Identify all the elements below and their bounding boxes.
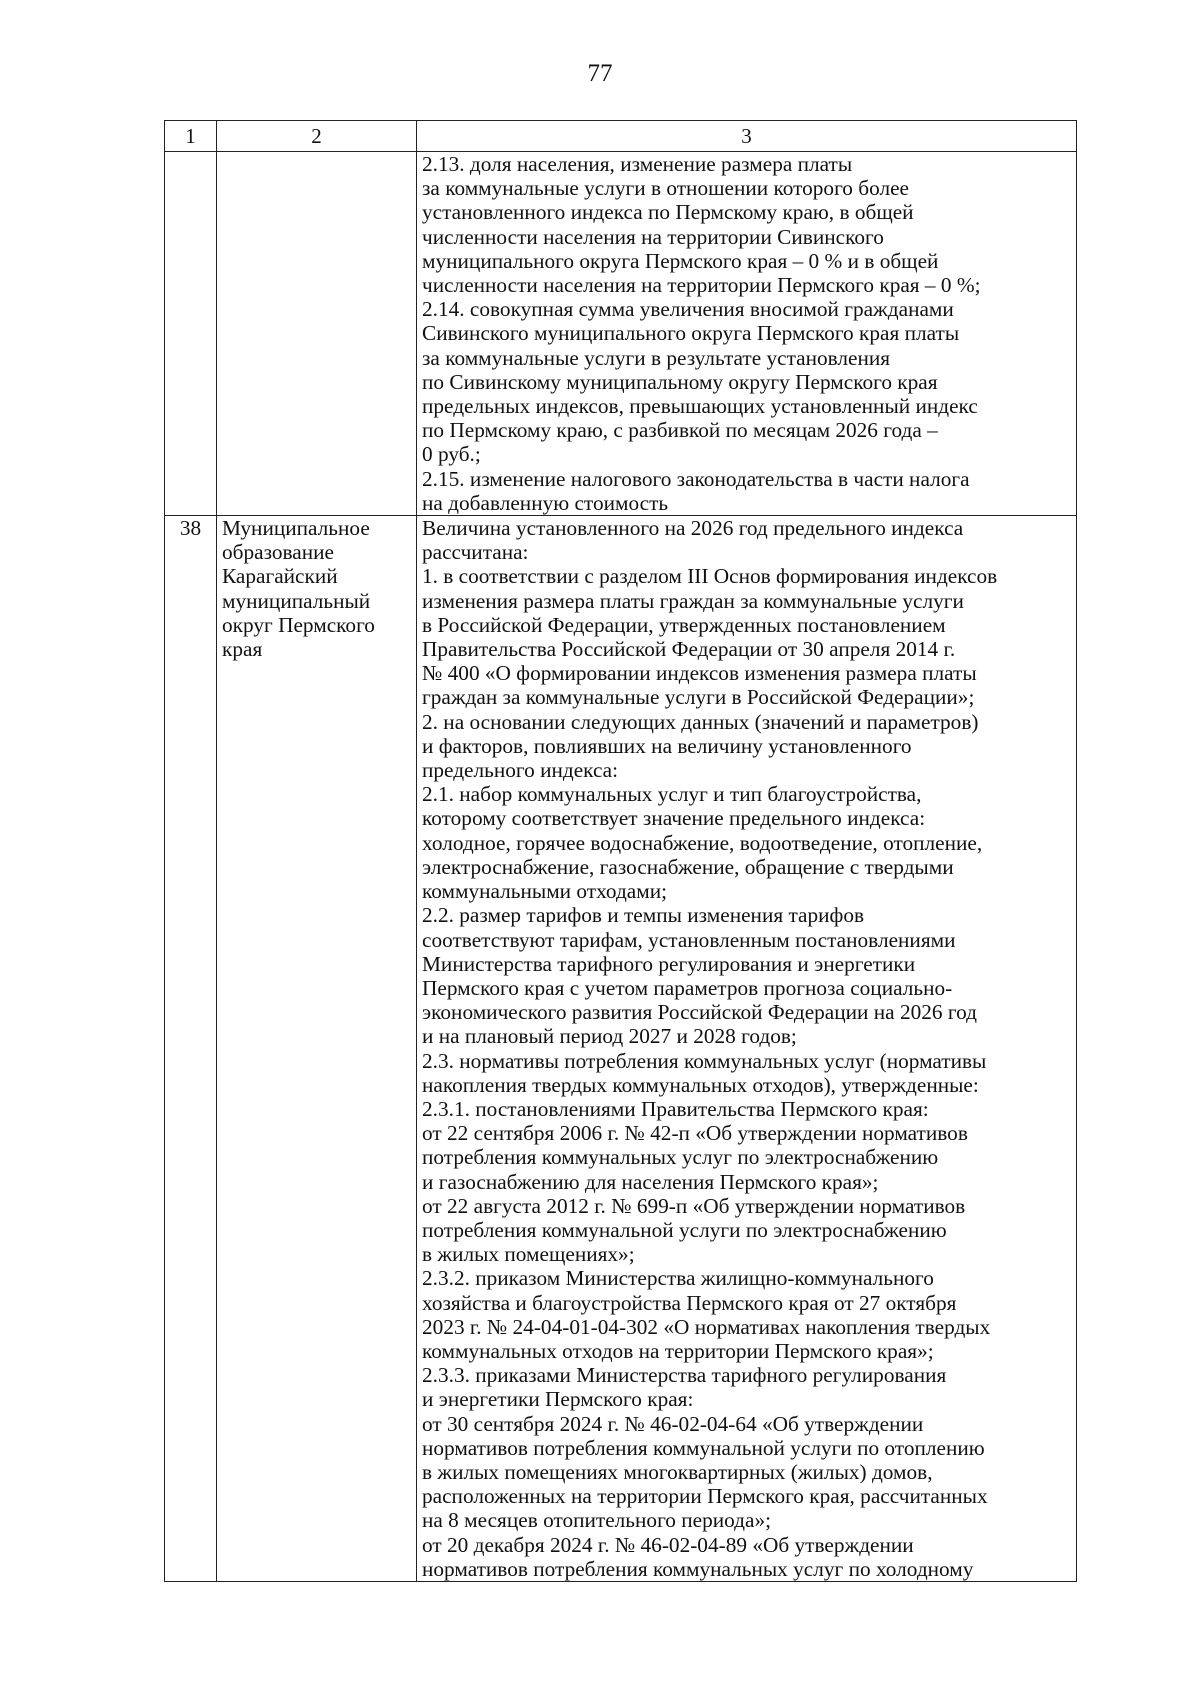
- description-line: 1. в соответствии с разделом III Основ формирования индексов: [422, 564, 998, 589]
- header-col-2: 2: [217, 121, 417, 152]
- description-line: и на плановый период 2027 и 2028 годов;: [422, 1024, 797, 1049]
- description-line: и газоснабжению для населения Пермского края»;: [422, 1169, 879, 1194]
- table-header-row: [165, 121, 1077, 152]
- description-line: на 8 месяцев отопительного периода»;: [422, 1508, 772, 1533]
- description-line: нормативов потребления коммунальных услуг по холодному: [422, 1556, 974, 1581]
- row-number-cell: 38: [165, 516, 217, 1582]
- description-line: в жилых помещениях многоквартирных (жилых) домов,: [422, 1459, 933, 1484]
- description-line: за коммунальные услуги в результате установления: [422, 345, 891, 370]
- description-line: холодное, горячее водоснабжение, водоотведение, отопление,: [422, 830, 983, 855]
- description-line: которому соответствует значение предельного индекса:: [422, 806, 926, 831]
- description-line: от 30 сентября 2024 г. № 46-02-04-64 «Об утверждении: [422, 1411, 924, 1436]
- description-line: 2023 г. № 24-04-01-04-302 «О нормативах накопления твердых: [422, 1314, 991, 1339]
- description-line: расположенных на территории Пермского края, рассчитанных: [422, 1484, 988, 1509]
- header-col-3: 3: [417, 121, 1077, 152]
- description-line: 2.3.1. постановлениями Правительства Пермского края:: [422, 1096, 929, 1121]
- description-line: граждан за коммунальные услуги в Российской Федерации»;: [422, 685, 975, 710]
- description-line: 2.3. нормативы потребления коммунальных услуг (нормативы: [422, 1048, 987, 1073]
- indices-table: [164, 120, 1077, 1582]
- description-line: 2.3.2. приказом Министерства жилищно-коммунального: [422, 1266, 934, 1291]
- description-line: электроснабжение, газоснабжение, обращение с твердыми: [422, 854, 954, 879]
- description-line: предельного индекса:: [422, 758, 619, 783]
- description-line: коммунальных отходов на территории Пермского края»;: [422, 1338, 934, 1363]
- table-row: [165, 152, 1077, 516]
- description-line: 2.13. доля населения, изменение размера платы: [422, 152, 853, 176]
- description-line: и факторов, повлиявших на величину установленного: [422, 733, 912, 758]
- row-number-cell: [165, 152, 217, 516]
- municipality-line: Карагайский: [222, 564, 338, 589]
- description-line: изменения размера платы граждан за коммунальные услуги: [422, 588, 964, 613]
- description-line: Пермского края с учетом параметров прогноза социально-: [422, 975, 953, 1000]
- description-line: установленного индекса по Пермскому краю, в общей: [422, 200, 914, 225]
- municipality-line: округ Пермского: [222, 612, 375, 637]
- municipality-line: Муниципальное: [222, 516, 370, 541]
- description-line: хозяйства и благоустройства Пермского края от 27 октября: [422, 1290, 957, 1315]
- description-line: от 22 августа 2012 г. № 699-п «Об утверждении нормативов: [422, 1193, 966, 1218]
- description-line: Величина установленного на 2026 год предельного индекса: [422, 516, 964, 541]
- description-line: потребления коммунальных услуг по электроснабжению: [422, 1145, 939, 1170]
- description-line: Правительства Российской Федерации от 30 апреля 2014 г.: [422, 637, 956, 662]
- description-line: нормативов потребления коммунальной услуги по отоплению: [422, 1435, 985, 1460]
- description-cell: [417, 152, 1077, 516]
- description-line: от 22 сентября 2006 г. № 42-п «Об утверждении нормативов: [422, 1121, 968, 1146]
- description-line: и энергетики Пермского края:: [422, 1387, 694, 1412]
- description-line: 0 руб.;: [422, 442, 481, 467]
- description-line: Министерства тарифного регулирования и энергетики: [422, 951, 916, 976]
- municipality-line: края: [222, 637, 263, 662]
- description-line: в Российской Федерации, утвержденных постановлением: [422, 612, 946, 637]
- description-line: 2.1. набор коммунальных услуг и тип благоустройства,: [422, 782, 922, 807]
- header-col-1: 1: [165, 121, 217, 152]
- description-line: муниципального округа Пермского края – 0 % и в общей: [422, 248, 939, 273]
- description-line: от 20 декабря 2024 г. № 46-02-04-89 «Об утверждении: [422, 1532, 914, 1557]
- description-line: накопления твердых коммунальных отходов), утвержденные:: [422, 1072, 979, 1097]
- page-number: 77: [587, 60, 613, 87]
- description-line: 2.2. размер тарифов и темпы изменения тарифов: [422, 903, 865, 928]
- description-line: по Пермскому краю, с разбивкой по месяцам 2026 года –: [422, 418, 938, 443]
- municipality-cell: [217, 152, 417, 516]
- description-line: соответствуют тарифам, установленным постановлениями: [422, 927, 956, 952]
- description-cell: [417, 516, 1077, 1582]
- description-line: на добавленную стоимость: [422, 490, 669, 515]
- description-line: по Сивинскому муниципальному округу Пермского края: [422, 369, 938, 394]
- description-line: экономического развития Российской Федерации на 2026 год: [422, 1000, 977, 1025]
- description-line: 2.15. изменение налогового законодательства в части налога: [422, 466, 970, 491]
- description-line: 2. на основании следующих данных (значений и параметров): [422, 709, 979, 734]
- description-line: 2.3.3. приказами Министерства тарифного регулирования: [422, 1363, 947, 1388]
- description-line: потребления коммунальной услуги по электроснабжению: [422, 1217, 947, 1242]
- description-line: Сивинского муниципального округа Пермского края платы: [422, 321, 960, 346]
- description-line: численности населения на территории Сивинского: [422, 224, 884, 249]
- description-line: коммунальными отходами;: [422, 879, 668, 904]
- description-line: № 400 «О формировании индексов изменения размера платы: [422, 661, 977, 686]
- description-line: 2.14. совокупная сумма увеличения вносимой гражданами: [422, 297, 954, 322]
- municipality-line: муниципальный: [222, 588, 371, 613]
- description-line: в жилых помещениях»;: [422, 1242, 635, 1267]
- municipality-line: образование: [222, 540, 334, 565]
- municipality-cell: [217, 516, 417, 1582]
- description-line: предельных индексов, превышающих установленный индекс: [422, 394, 978, 419]
- description-line: за коммунальные услуги в отношении которого более: [422, 176, 909, 201]
- description-line: численности населения на территории Пермского края – 0 %;: [422, 273, 981, 298]
- table-row: [165, 516, 1077, 1582]
- description-line: рассчитана:: [422, 540, 529, 565]
